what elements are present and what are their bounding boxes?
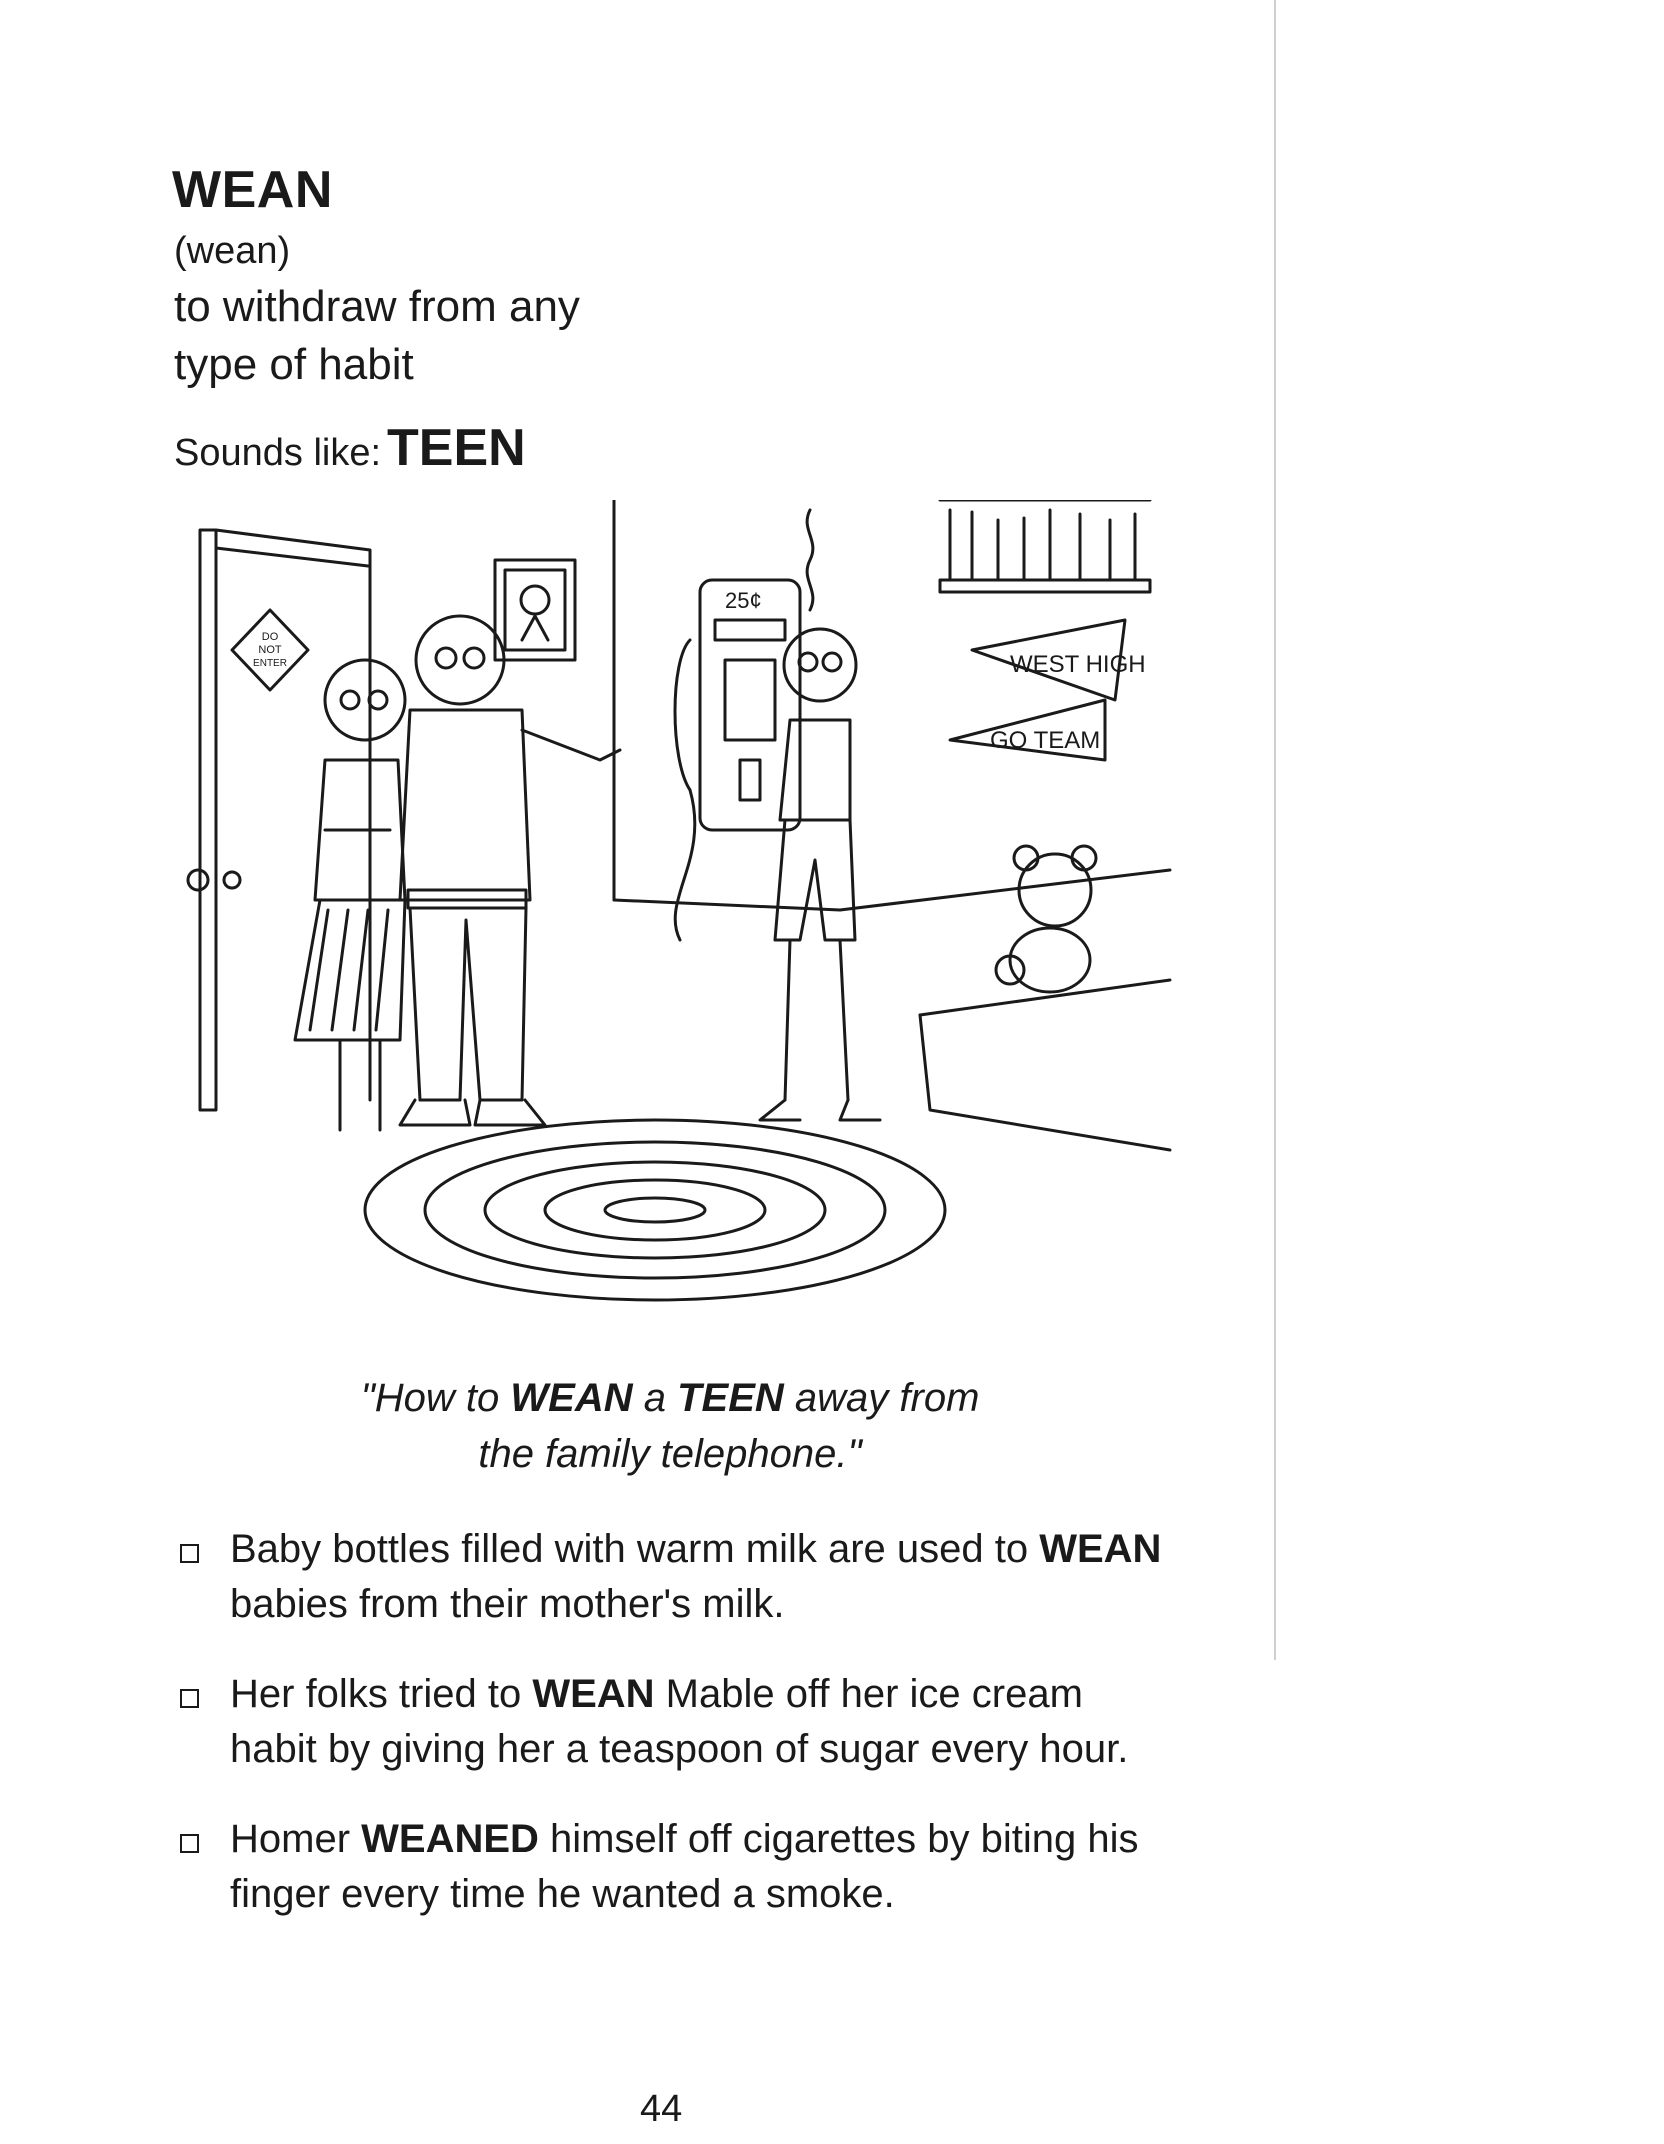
headword: WEAN bbox=[172, 161, 333, 219]
bookshelf bbox=[940, 500, 1150, 592]
mother-figure bbox=[295, 660, 405, 1130]
example-bold-word: WEAN bbox=[532, 1672, 655, 1716]
example-sentence bbox=[176, 1522, 1176, 1632]
definition-line-1: to withdraw from any bbox=[174, 282, 580, 331]
sign-text-3: ENTER bbox=[253, 658, 287, 669]
sounds-like-word: TEEN bbox=[387, 419, 526, 477]
pennant-go-team bbox=[950, 700, 1105, 760]
teen-figure bbox=[760, 510, 880, 1120]
example-bold-word: WEAN bbox=[1039, 1527, 1162, 1571]
sign-text-2: NOT bbox=[258, 644, 282, 656]
page-number: 44 bbox=[640, 2088, 683, 2130]
do-not-enter-sign bbox=[232, 610, 308, 690]
caption-part-1: "How to bbox=[360, 1376, 511, 1420]
example-sentences bbox=[176, 1522, 1176, 1957]
definition-line-2: type of habit bbox=[174, 340, 414, 389]
checkbox-icon bbox=[180, 1689, 199, 1708]
cartoon-illustration bbox=[150, 500, 1180, 1330]
sign-text-1: DO bbox=[261, 631, 279, 643]
pennant-west-high bbox=[972, 620, 1146, 700]
example-text: himself off cigarettes by biting his finger every time he wanted a smoke. bbox=[230, 1817, 1139, 1916]
pennant-2-text: GO TEAM bbox=[990, 727, 1101, 754]
caption-part-2: a bbox=[632, 1376, 678, 1420]
caption-line-1 bbox=[300, 1370, 1040, 1426]
pay-phone bbox=[675, 580, 800, 940]
sounds-like-label: Sounds like: bbox=[174, 432, 382, 474]
pronunciation: (wean) bbox=[174, 230, 291, 272]
example-text: Baby bottles filled with warm milk are used to bbox=[230, 1527, 1040, 1571]
phone-price: 25¢ bbox=[725, 588, 762, 613]
example-sentence bbox=[176, 1667, 1176, 1777]
example-text: Mable off her ice cream habit by giving her a teaspoon of sugar every hour. bbox=[230, 1672, 1129, 1771]
caption-bold-2: TEEN bbox=[677, 1376, 784, 1420]
caption-part-3: away from bbox=[783, 1376, 980, 1420]
checkbox-icon bbox=[180, 1544, 199, 1563]
pennant-1-text: WEST HIGH bbox=[1010, 651, 1146, 678]
sounds-like bbox=[174, 418, 526, 478]
example-bold-word: WEANED bbox=[361, 1817, 539, 1861]
round-rug bbox=[365, 1120, 945, 1300]
example-text: Homer bbox=[230, 1817, 362, 1861]
example-text: Her folks tried to bbox=[230, 1672, 533, 1716]
wall-picture bbox=[495, 560, 575, 660]
example-sentence bbox=[176, 1812, 1176, 1922]
caption-line-2: the family telephone." bbox=[478, 1432, 862, 1476]
cartoon-caption bbox=[300, 1370, 1040, 1482]
example-text: babies from their mother's milk. bbox=[230, 1582, 785, 1626]
checkbox-icon bbox=[180, 1834, 199, 1853]
teddy-bear bbox=[996, 846, 1096, 992]
definition bbox=[174, 278, 694, 394]
caption-bold-1: WEAN bbox=[510, 1376, 633, 1420]
door bbox=[188, 530, 370, 1110]
bed-edge bbox=[920, 980, 1170, 1015]
father-figure bbox=[400, 616, 620, 1125]
page-edge-rule bbox=[1274, 0, 1276, 1660]
